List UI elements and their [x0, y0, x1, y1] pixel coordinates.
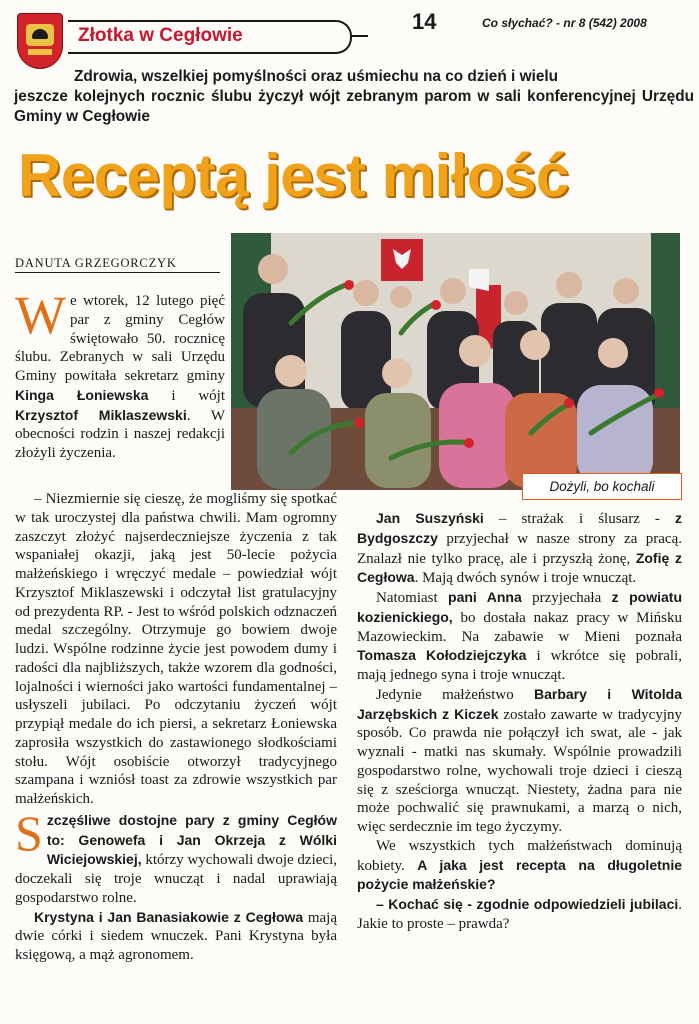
paragraph-9: [357, 895, 682, 934]
paragraph-7: [357, 685, 682, 837]
photo-caption: Dożyli, bo kochali: [522, 473, 682, 500]
name-highlight: z Bydgoszczy: [357, 510, 682, 546]
text: przyjechał w nasze strony za pracą. Znalazł nie tylko pracę, ale i przyszłą żonę,: [357, 530, 682, 567]
name-highlight: Zofię z Cegłowa: [357, 549, 682, 586]
lead-line-2: jeszcze kolejnych rocznic ślubu życzył wójt zebranym parom w sali konferencyjnej Urzędu Gminy w Cegłowie: [14, 88, 694, 125]
article-column-left-top: [15, 285, 226, 463]
text: którzy wychowali dwoje dzieci, doczekali się troje wnucząt i nadal uprawiają gospodarstwo rolne.: [15, 852, 337, 906]
text: zostało zawarte w tradycyjny sposób. Co prawda nie połączył ich swat, ale - jak wyznali - matki nas skumały. Wspólnie prowadzili gospodarstwo rolne, wychowali troje dzieci i cieszą się z sześciorga wnucząt. Niestety, żadna para nie może pochwalić się prawnukami, a marzą o nich, więc serdecznie im tego życzymy.: [357, 706, 682, 835]
text: mają dwie córki i siedem wnuczek. Pani Krystyna była księgową, a mąż agronomem.: [15, 909, 337, 963]
dropcap-s: S: [15, 804, 43, 861]
paragraph-1: [15, 285, 226, 463]
text: i wkrótce się pobrali, mają jednego syna i troje wnucząt.: [357, 648, 682, 683]
coat-of-arms-icon: [18, 14, 62, 68]
text: przyjechała: [521, 590, 612, 606]
section-tag-rule: [350, 35, 368, 37]
byline-rule: [15, 272, 220, 273]
byline: DANUTA GRZEGORCZYK: [15, 256, 177, 270]
paragraph-6: [357, 588, 682, 685]
dropcap-w: W: [15, 285, 66, 345]
paragraph-3: [15, 804, 337, 908]
paragraph-2: – Niezmiernie się cieszę, że mogliśmy się spotkać w tak uroczystej dla państwa chwili. Mam ogromny zaszczyt złożyć najserdeczniejsze życzenia z tak wspaniałej okazji, jaką jest 50-lecie pożycia małżeńskiego i wręczyć medale – powiedział wójt Krzysztof Miklaszewski i odczytał list gratulacyjny od prezydenta RP. - Jest to wśród polskich odznaczeń medal szczególny. Otrzymuje go bowiem dwoje ludzi. Wspólne rodzinne życie jest powodem dumy i radości dla najbliższych, także wzorem dla godności, lojalności i wierności jako wartości fundamentalnej – usłyszeli jubilaci. Po odczytaniu życzeń wójt przypiął medale do ich piersi, a sekretarz Łoniewska zaprosiła wszystkich do zastawionego słodkościami stołu. Wójt osobiście otworzył tradycyjnego szampana i wzniósł toast za zdrowie wszystkich par małżeńskich.: [15, 491, 337, 807]
text: . Jakie to proste – prawda?: [357, 897, 682, 932]
name-highlight: Tomasza Kołodziejczyka: [357, 647, 527, 664]
name-highlight: Krystyna i Jan Banasiakowie z Cegłowa: [34, 908, 304, 925]
text: e wtorek, 12 lutego pięć par z gminy Cegłów świętowało 50. rocznicę ślubu. Zebranych w sali Urzędu Gminy powitała sekretarz gminy: [15, 293, 225, 384]
text: Natomiast: [376, 590, 449, 606]
name-highlight: zczęśliwe dostojne pary z gminy Cegłów to: Genowefa i Jan Okrzeja z Wólki Wiciejowskiej,: [46, 811, 337, 868]
name-highlight: Krzysztof Miklaszewski: [15, 406, 187, 423]
name-highlight: z powiatu kozienickiego,: [357, 589, 683, 625]
paragraph-4: [15, 908, 337, 965]
paragraph-8: [357, 837, 682, 895]
section-tag: [68, 20, 352, 54]
section-title: Złotka w Cegłowie: [78, 25, 243, 46]
text: – strażak i ślusarz -: [483, 511, 675, 527]
page-number: 14: [412, 9, 437, 34]
text: We wszystkich tych małżeństwach dominują kobiety.: [357, 837, 682, 874]
paragraph-5: [357, 509, 682, 588]
question-highlight: A jaka jest recepta na długoletnie pożycie małżeńskie?: [357, 856, 682, 893]
text: . Mają dwóch synów i troje wnucząt.: [414, 570, 637, 587]
name-highlight: Barbary i Witolda Jarzębskich z Kiczek: [357, 685, 682, 722]
answer-highlight: – Kochać się - zgodnie odpowiedzieli jubilaci: [376, 896, 679, 912]
name-highlight: Kinga Łoniewska: [15, 386, 149, 403]
text: . W obecności rodzin i naszej redakcji złożyli życzenia.: [15, 407, 225, 461]
name-highlight: pani Anna: [448, 589, 522, 605]
text: i wójt: [148, 387, 226, 404]
text: Jedynie małżeństwo: [376, 686, 534, 703]
lead-paragraph: [14, 67, 694, 127]
headline: Receptą jest miłość: [18, 142, 569, 209]
issue-info: Co słychać? - nr 8 (542) 2008: [482, 16, 647, 30]
name-highlight: Jan Suszyński: [376, 510, 484, 526]
lead-line-1: Zdrowia, wszelkiej pomyślności oraz uśmiechu na co dzień i wielu: [74, 68, 559, 85]
article-column-right: [357, 509, 682, 934]
text: bo dostała nakaz pracy w Mińsku Mazowieckim. Na zabawie w Mieni poznała: [357, 609, 682, 645]
article-column-left-bottom: [15, 490, 337, 965]
group-photo: [231, 233, 680, 490]
